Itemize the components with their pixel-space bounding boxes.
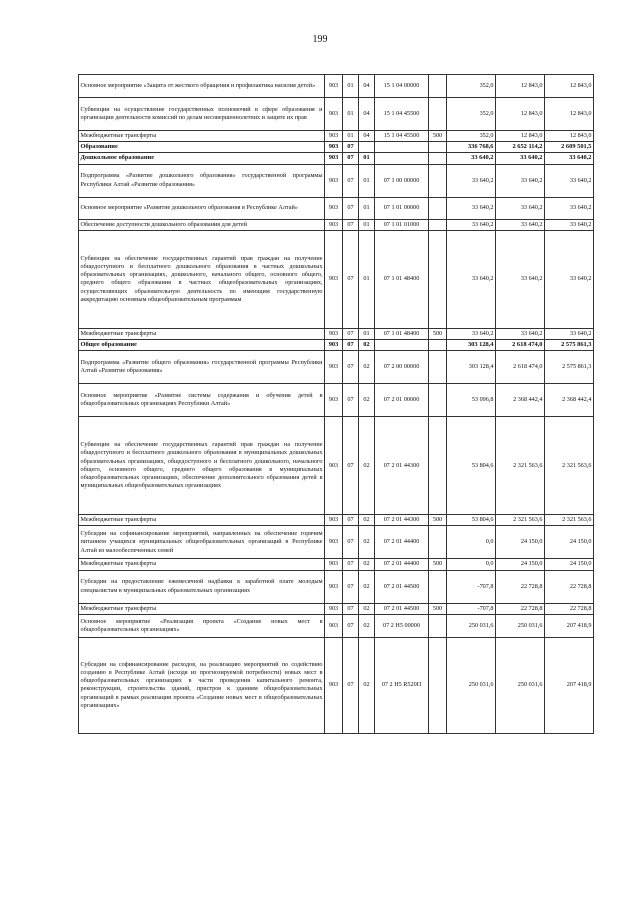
csr-cell bbox=[375, 142, 429, 153]
amount-cell-3: 33 640,2 bbox=[545, 328, 594, 339]
vr-cell bbox=[429, 351, 447, 384]
csr-cell: 07 2 H5 00000 bbox=[375, 614, 429, 637]
amount-cell-3: 207 418,9 bbox=[545, 614, 594, 637]
amount-cell-2: 2 321 563,6 bbox=[496, 515, 545, 526]
vr-cell bbox=[429, 637, 447, 733]
csr-cell: 07 2 00 00000 bbox=[375, 351, 429, 384]
amount-cell-2: 2 618 474,0 bbox=[496, 351, 545, 384]
amount-cell-3: 2 321 563,6 bbox=[545, 515, 594, 526]
amount-cell-1: 0,0 bbox=[447, 559, 496, 570]
row-name-cell: Межбюджетные трансферты bbox=[79, 131, 325, 142]
amount-cell-3: 33 640,2 bbox=[545, 164, 594, 197]
pr-cell: 04 bbox=[359, 98, 375, 131]
rz-cell: 07 bbox=[343, 142, 359, 153]
table-row bbox=[79, 384, 594, 417]
rz-cell: 07 bbox=[343, 153, 359, 164]
rz-cell: 07 bbox=[343, 515, 359, 526]
csr-cell: 07 1 01 01000 bbox=[375, 219, 429, 230]
pr-cell: 02 bbox=[359, 526, 375, 559]
vr-cell bbox=[429, 164, 447, 197]
row-name-cell: Образование bbox=[79, 142, 325, 153]
amount-cell-1: 33 640,2 bbox=[447, 197, 496, 219]
pr-cell: 02 bbox=[359, 614, 375, 637]
amount-cell-1: 303 128,4 bbox=[447, 340, 496, 351]
csr-cell: 07 1 00 00000 bbox=[375, 164, 429, 197]
amount-cell-2: 24 150,0 bbox=[496, 526, 545, 559]
rz-cell: 07 bbox=[343, 219, 359, 230]
amount-cell-2: 33 640,2 bbox=[496, 197, 545, 219]
pr-cell: 01 bbox=[359, 230, 375, 328]
amount-cell-2: 250 031,6 bbox=[496, 637, 545, 733]
table-body bbox=[79, 75, 594, 734]
amount-cell-2: 22 728,8 bbox=[496, 603, 545, 614]
table-row bbox=[79, 340, 594, 351]
row-name-cell: Общее образование bbox=[79, 340, 325, 351]
amount-cell-3: 24 150,0 bbox=[545, 559, 594, 570]
vr-cell bbox=[429, 417, 447, 515]
amount-cell-1: 33 640,2 bbox=[447, 219, 496, 230]
amount-cell-3: 12 843,0 bbox=[545, 131, 594, 142]
amount-cell-2: 12 843,0 bbox=[496, 75, 545, 98]
amount-cell-3: 33 640,2 bbox=[545, 230, 594, 328]
amount-cell-2: 33 640,2 bbox=[496, 328, 545, 339]
csr-cell: 15 1 04 45500 bbox=[375, 98, 429, 131]
gr-cell: 903 bbox=[325, 142, 343, 153]
rz-cell: 01 bbox=[343, 131, 359, 142]
table-row bbox=[79, 131, 594, 142]
table-row bbox=[79, 559, 594, 570]
csr-cell: 07 2 01 44300 bbox=[375, 417, 429, 515]
csr-cell: 07 2 01 44400 bbox=[375, 526, 429, 559]
amount-cell-3: 33 640,2 bbox=[545, 153, 594, 164]
rz-cell: 07 bbox=[343, 417, 359, 515]
amount-cell-1: 33 640,2 bbox=[447, 230, 496, 328]
csr-cell: 07 1 01 48400 bbox=[375, 328, 429, 339]
pr-cell: 01 bbox=[359, 197, 375, 219]
pr-cell bbox=[359, 142, 375, 153]
vr-cell bbox=[429, 219, 447, 230]
pr-cell: 02 bbox=[359, 559, 375, 570]
amount-cell-2: 33 640,2 bbox=[496, 219, 545, 230]
rz-cell: 01 bbox=[343, 98, 359, 131]
vr-cell bbox=[429, 98, 447, 131]
table-row bbox=[79, 637, 594, 733]
gr-cell: 903 bbox=[325, 328, 343, 339]
gr-cell: 903 bbox=[325, 164, 343, 197]
pr-cell: 01 bbox=[359, 153, 375, 164]
csr-cell bbox=[375, 153, 429, 164]
amount-cell-2: 2 652 114,2 bbox=[496, 142, 545, 153]
pr-cell: 02 bbox=[359, 417, 375, 515]
pr-cell: 02 bbox=[359, 340, 375, 351]
vr-cell bbox=[429, 197, 447, 219]
row-name-cell: Субвенции на осуществление государственных полномочий в сфере образования и организации деятельности комиссий по делам несовершеннолетних и защите их прав bbox=[79, 98, 325, 131]
amount-cell-2: 24 150,0 bbox=[496, 559, 545, 570]
pr-cell: 01 bbox=[359, 164, 375, 197]
amount-cell-3: 207 418,9 bbox=[545, 637, 594, 733]
table-row bbox=[79, 351, 594, 384]
amount-cell-1: 33 640,2 bbox=[447, 164, 496, 197]
pr-cell: 01 bbox=[359, 328, 375, 339]
amount-cell-3: 33 640,2 bbox=[545, 219, 594, 230]
gr-cell: 903 bbox=[325, 603, 343, 614]
gr-cell: 903 bbox=[325, 637, 343, 733]
gr-cell: 903 bbox=[325, 570, 343, 603]
table-row bbox=[79, 197, 594, 219]
amount-cell-2: 2 321 563,6 bbox=[496, 417, 545, 515]
table-row bbox=[79, 75, 594, 98]
amount-cell-3: 2 609 501,5 bbox=[545, 142, 594, 153]
amount-cell-1: 53 096,8 bbox=[447, 384, 496, 417]
gr-cell: 903 bbox=[325, 75, 343, 98]
vr-cell: 500 bbox=[429, 131, 447, 142]
pr-cell: 02 bbox=[359, 637, 375, 733]
amount-cell-1: -707,8 bbox=[447, 570, 496, 603]
table-row bbox=[79, 417, 594, 515]
vr-cell bbox=[429, 384, 447, 417]
gr-cell: 903 bbox=[325, 230, 343, 328]
row-name-cell: Дошкольное образование bbox=[79, 153, 325, 164]
csr-cell: 15 1 04 00000 bbox=[375, 75, 429, 98]
amount-cell-2: 12 843,0 bbox=[496, 131, 545, 142]
table-row bbox=[79, 153, 594, 164]
rz-cell: 07 bbox=[343, 603, 359, 614]
vr-cell: 500 bbox=[429, 559, 447, 570]
amount-cell-3: 2 575 861,3 bbox=[545, 340, 594, 351]
table-row bbox=[79, 570, 594, 603]
csr-cell: 07 1 01 00000 bbox=[375, 197, 429, 219]
csr-cell: 07 2 01 44500 bbox=[375, 603, 429, 614]
amount-cell-3: 24 150,0 bbox=[545, 526, 594, 559]
table-row bbox=[79, 603, 594, 614]
pr-cell: 02 bbox=[359, 570, 375, 603]
amount-cell-3: 12 843,0 bbox=[545, 98, 594, 131]
csr-cell: 07 2 01 44400 bbox=[375, 559, 429, 570]
amount-cell-1: 352,0 bbox=[447, 75, 496, 98]
csr-cell: 07 2 01 44500 bbox=[375, 570, 429, 603]
table-row bbox=[79, 98, 594, 131]
amount-cell-3: 2 321 563,6 bbox=[545, 417, 594, 515]
amount-cell-1: 250 031,6 bbox=[447, 614, 496, 637]
amount-cell-1: 303 128,4 bbox=[447, 351, 496, 384]
vr-cell bbox=[429, 340, 447, 351]
amount-cell-1: 250 031,6 bbox=[447, 637, 496, 733]
vr-cell bbox=[429, 153, 447, 164]
amount-cell-2: 250 031,6 bbox=[496, 614, 545, 637]
row-name-cell: Межбюджетные трансферты bbox=[79, 328, 325, 339]
amount-cell-1: 33 640,2 bbox=[447, 153, 496, 164]
csr-cell: 07 2 01 00000 bbox=[375, 384, 429, 417]
amount-cell-3: 22 728,8 bbox=[545, 603, 594, 614]
amount-cell-2: 33 640,2 bbox=[496, 164, 545, 197]
gr-cell: 903 bbox=[325, 351, 343, 384]
vr-cell bbox=[429, 570, 447, 603]
csr-cell: 15 1 04 45500 bbox=[375, 131, 429, 142]
amount-cell-1: 53 804,6 bbox=[447, 515, 496, 526]
row-name-cell: Межбюджетные трансферты bbox=[79, 603, 325, 614]
rz-cell: 07 bbox=[343, 614, 359, 637]
page-number: 199 bbox=[312, 34, 328, 45]
csr-cell: 07 2 01 44300 bbox=[375, 515, 429, 526]
amount-cell-3: 2 368 442,4 bbox=[545, 384, 594, 417]
table-row bbox=[79, 515, 594, 526]
vr-cell bbox=[429, 75, 447, 98]
gr-cell: 903 bbox=[325, 98, 343, 131]
row-name-cell: Субсидии на предоставление ежемесячной надбавки к заработной плате молодым специалистам в муниципальных образовательных организациях bbox=[79, 570, 325, 603]
table-row bbox=[79, 142, 594, 153]
amount-cell-2: 2 618 474,0 bbox=[496, 340, 545, 351]
row-name-cell: Обеспечение доступности дошкольного образования для детей bbox=[79, 219, 325, 230]
amount-cell-3: 2 575 861,3 bbox=[545, 351, 594, 384]
pr-cell: 04 bbox=[359, 131, 375, 142]
row-name-cell: Субвенции на обеспечение государственных гарантий прав граждан на получение общедоступного и бесплатного дошкольного образования в муниципальных дошкольных образовательных организациях, общедоступного и бесплатного дошкольного, начального общего, основного общего, среднего общего образования в муниципальных общеобразовательных организациях, обеспечение дополнительного образования детей в муниципальных общеобразовательных организациях bbox=[79, 417, 325, 515]
table-row bbox=[79, 219, 594, 230]
gr-cell: 903 bbox=[325, 197, 343, 219]
table-row bbox=[79, 230, 594, 328]
row-name-cell: Основное мероприятие «Реализация проекта «Создание новых мест в общеобразовательных организациях» bbox=[79, 614, 325, 637]
pr-cell: 02 bbox=[359, 384, 375, 417]
amount-cell-2: 33 640,2 bbox=[496, 230, 545, 328]
gr-cell: 903 bbox=[325, 559, 343, 570]
rz-cell: 07 bbox=[343, 351, 359, 384]
row-name-cell: Основное мероприятие «Развитие дошкольного образования в Республике Алтай» bbox=[79, 197, 325, 219]
csr-cell bbox=[375, 340, 429, 351]
pr-cell: 02 bbox=[359, 351, 375, 384]
gr-cell: 903 bbox=[325, 384, 343, 417]
amount-cell-1: 0,0 bbox=[447, 526, 496, 559]
table-row bbox=[79, 328, 594, 339]
gr-cell: 903 bbox=[325, 417, 343, 515]
rz-cell: 07 bbox=[343, 164, 359, 197]
vr-cell bbox=[429, 614, 447, 637]
amount-cell-1: 53 804,6 bbox=[447, 417, 496, 515]
rz-cell: 07 bbox=[343, 570, 359, 603]
rz-cell: 07 bbox=[343, 637, 359, 733]
rz-cell: 07 bbox=[343, 384, 359, 417]
rz-cell: 07 bbox=[343, 526, 359, 559]
rz-cell: 07 bbox=[343, 230, 359, 328]
row-name-cell: Межбюджетные трансферты bbox=[79, 515, 325, 526]
amount-cell-2: 33 640,2 bbox=[496, 153, 545, 164]
amount-cell-1: 352,0 bbox=[447, 98, 496, 131]
rz-cell: 07 bbox=[343, 197, 359, 219]
amount-cell-2: 2 368 442,4 bbox=[496, 384, 545, 417]
vr-cell: 500 bbox=[429, 515, 447, 526]
table-row bbox=[79, 164, 594, 197]
vr-cell bbox=[429, 526, 447, 559]
gr-cell: 903 bbox=[325, 131, 343, 142]
row-name-cell: Межбюджетные трансферты bbox=[79, 559, 325, 570]
vr-cell bbox=[429, 230, 447, 328]
row-name-cell: Основное мероприятие «Защита от жесткого обращения и профилактика насилия детей» bbox=[79, 75, 325, 98]
rz-cell: 01 bbox=[343, 75, 359, 98]
budget-table bbox=[78, 74, 594, 734]
amount-cell-3: 12 843,0 bbox=[545, 75, 594, 98]
amount-cell-1: 336 768,6 bbox=[447, 142, 496, 153]
gr-cell: 903 bbox=[325, 614, 343, 637]
vr-cell: 500 bbox=[429, 328, 447, 339]
rz-cell: 07 bbox=[343, 559, 359, 570]
amount-cell-3: 22 728,8 bbox=[545, 570, 594, 603]
rz-cell: 07 bbox=[343, 340, 359, 351]
amount-cell-2: 12 843,0 bbox=[496, 98, 545, 131]
gr-cell: 903 bbox=[325, 340, 343, 351]
row-name-cell: Подпрограмма «Развитие дошкольного образования» государственной программы Республики Алтай «Развитие образования» bbox=[79, 164, 325, 197]
gr-cell: 903 bbox=[325, 526, 343, 559]
amount-cell-2: 22 728,8 bbox=[496, 570, 545, 603]
pr-cell: 02 bbox=[359, 603, 375, 614]
csr-cell: 07 1 01 48400 bbox=[375, 230, 429, 328]
pr-cell: 02 bbox=[359, 515, 375, 526]
vr-cell: 500 bbox=[429, 603, 447, 614]
pr-cell: 04 bbox=[359, 75, 375, 98]
gr-cell: 903 bbox=[325, 153, 343, 164]
table-row bbox=[79, 526, 594, 559]
pr-cell: 01 bbox=[359, 219, 375, 230]
rz-cell: 07 bbox=[343, 328, 359, 339]
vr-cell bbox=[429, 142, 447, 153]
gr-cell: 903 bbox=[325, 219, 343, 230]
amount-cell-1: -707,8 bbox=[447, 603, 496, 614]
amount-cell-1: 352,0 bbox=[447, 131, 496, 142]
amount-cell-1: 33 640,2 bbox=[447, 328, 496, 339]
row-name-cell: Основное мероприятие «Развитие системы содержания и обучения детей в общеобразовательных организациях Республики Алтай» bbox=[79, 384, 325, 417]
table-row bbox=[79, 614, 594, 637]
row-name-cell: Субсидии на софинансирование мероприятий, направленных на обеспечение горячим питанием учащихся муниципальных общеобразовательных организаций в Республике Алтай из малообеспеченных семей bbox=[79, 526, 325, 559]
amount-cell-3: 33 640,2 bbox=[545, 197, 594, 219]
row-name-cell: Подпрограмма «Развитие общего образования» государственной программы Республики Алтай «Развитие образования» bbox=[79, 351, 325, 384]
row-name-cell: Субсидии на софинансирование расходов, на реализацию мероприятий по содействию созданию в Республике Алтай (исходя из прогнозируемой потребности) новых мест в общеобразовательных организациях в части проведения капитального ремонта, реконструкции, строительства зданий, пристроя к зданиям общеобразовательных организаций в рамках реализации проекта «Создание новых мест в общеобразовательных организациях» bbox=[79, 637, 325, 733]
csr-cell: 07 2 H5 R520П bbox=[375, 637, 429, 733]
gr-cell: 903 bbox=[325, 515, 343, 526]
row-name-cell: Субвенции на обеспечение государственных гарантий прав граждан на получение общедоступного и бесплатного дошкольного образования в частных дошкольных образовательных организациях, дошкольного, начального общего, основного общего, среднего общего образования в частных общеобразовательных организациях, осуществляющих образовательную деятельность по имеющим государственную аккредитацию основным общеобразовательным программам bbox=[79, 230, 325, 328]
